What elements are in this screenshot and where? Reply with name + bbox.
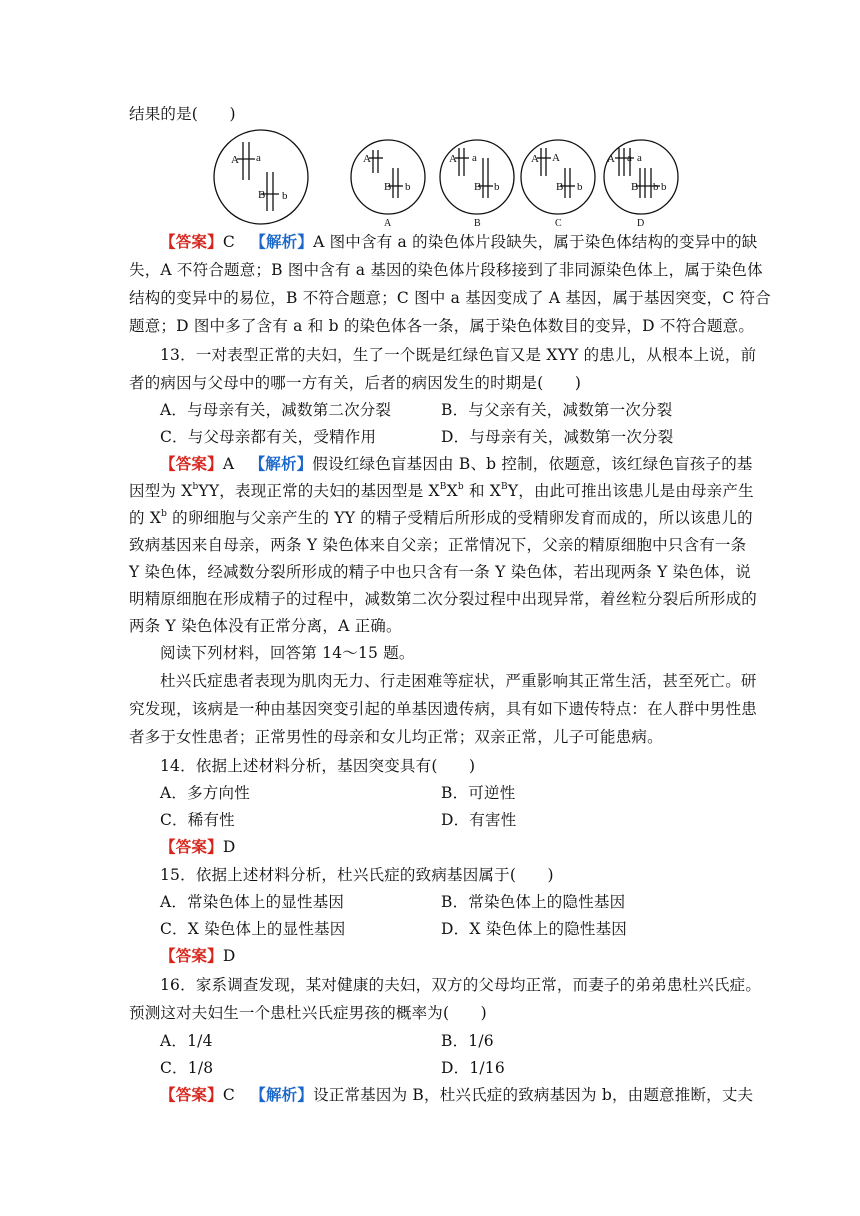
q12-analysis-line: 结构的变异中的易位，B 不符合题意；C 图中 a 基因变成了 A 基因，属于基因突变，C 符合 (129, 289, 771, 307)
q13-option-a: A．与母亲有关，减数第二次分裂 (160, 401, 392, 419)
q13-answer-line (160, 454, 753, 474)
q15-option-c: C．X 染色体上的显性基因 (160, 920, 346, 938)
label-b: b (661, 181, 667, 193)
material-paragraph: 杜兴氏症患者表现为肌肉无力、行走困难等症状，严重影响其正常生活，甚至死亡。研 (160, 672, 757, 690)
label-A: A (449, 153, 457, 165)
q15-option-d: D．X 染色体上的隐性基因 (441, 920, 627, 938)
caption-D: D (637, 218, 645, 229)
q16-stem: 预测这对夫妇生一个患杜兴氏症男孩的概率为( ) (129, 1004, 487, 1022)
q15-stem: 15．依据上述材料分析，杜兴氏症的致病基因属于( ) (160, 866, 554, 884)
label-B: B (258, 189, 266, 201)
q13-analysis-line: 假设红绿色盲基因由 B、b 控制，依题意，该红绿色盲孩子的基 (312, 455, 753, 473)
q13-option-b: B．与父亲有关，减数第一次分裂 (441, 401, 673, 419)
q12-answer-value: C (222, 233, 235, 251)
q13-analysis-line: 两条 Y 染色体没有正常分离，A 正确。 (129, 617, 402, 635)
q14-answer-value: D (222, 838, 236, 856)
q13-answer-value: A (222, 455, 235, 473)
q15-answer-value: D (222, 947, 236, 965)
q16-option-d: D．1/16 (441, 1059, 505, 1077)
label-a: a (637, 152, 642, 164)
label-b: b (653, 181, 659, 193)
q12-analysis-line: 题意；D 图中多了含有 a 和 b 的染色体各一条，属于染色体数目的变异，D 不符合题意。 (129, 317, 755, 335)
q16-stem: 16．家系调查发现，某对健康的夫妇，双方的父母均正常，而妻子的弟弟患杜兴氏症。 (160, 976, 762, 994)
q16-analysis-line: 设正常基因为 B，杜兴氏症的致病基因为 b，由题意推断，丈夫 (313, 1086, 754, 1104)
label-A: A (552, 152, 560, 164)
q15-answer-line (160, 946, 235, 966)
caption-B: B (474, 218, 481, 229)
material-paragraph: 者多于女性患者；正常男性的母亲和女儿均正常；双亲正常，儿子可能患病。 (129, 728, 663, 746)
label-b: b (405, 181, 411, 193)
q14-option-d: D．有害性 (441, 811, 517, 829)
label-B: B (474, 181, 482, 193)
q12-answer-line (160, 232, 758, 252)
answer-label: 【答案】 (160, 454, 223, 473)
answer-label: 【答案】 (160, 232, 223, 251)
label-A: A (231, 154, 239, 166)
cell-A-circle (351, 140, 425, 214)
q16-answer-line (160, 1085, 753, 1105)
q15-option-b: B．常染色体上的隐性基因 (441, 893, 626, 911)
q13-analysis-line: 的 $X^b$ 的卵细胞与父亲产生的 YY 的精子受精后所形成的受精卵发育而成的，所以该患儿的 (129, 509, 753, 527)
original-cell-circle (214, 130, 308, 224)
label-A: A (363, 153, 371, 165)
q16-answer-value: C (222, 1086, 235, 1104)
q14-option-a: A．多方向性 (160, 784, 250, 802)
question-12-tail: 结果的是( ) (129, 105, 236, 123)
analysis-label: 【解析】 (250, 232, 314, 251)
label-b: b (282, 190, 288, 202)
q12-analysis-line: A 图中含有 a 的染色体片段缺失，属于染色体结构的变异中的缺 (313, 233, 758, 251)
q13-option-d: D．与母亲有关，减数第一次分裂 (441, 428, 674, 446)
analysis-label: 【解析】 (249, 454, 313, 473)
answer-label: 【答案】 (160, 837, 223, 856)
q14-stem: 14．依据上述材料分析，基因突变具有( ) (160, 757, 476, 775)
material-intro: 阅读下列材料，回答第 14～15 题。 (160, 644, 415, 662)
label-b: b (494, 181, 500, 193)
q16-option-a: A．1/4 (160, 1032, 213, 1050)
q13-analysis-line: 因型为 $X^bYY$，表现正常的夫妇的基因型是 $X^BX^b$ 和 $X^BY$，由此可推出该患儿是由母亲产生 (129, 482, 754, 500)
label-a: a (627, 152, 632, 164)
q13-analysis-line: 明精原细胞在形成精子的过程中，减数第二次分裂过程中出现异常，着丝粒分裂后所形成的 (129, 590, 758, 608)
label-B: B (556, 181, 564, 193)
q14-answer-line (160, 837, 235, 857)
q14-option-c: C．稀有性 (160, 811, 235, 829)
q12-analysis-line: 失，A 不符合题意；B 图中含有 a 基因的染色体片段移接到了非同源染色体上，属于染色体 (129, 261, 763, 279)
q13-stem: 13．一对表型正常的夫妇，生了一个既是红绿色盲又是 XYY 的患儿，从根本上说，前 (160, 346, 757, 364)
q14-option-b: B．可逆性 (441, 784, 516, 802)
label-A: A (531, 153, 539, 165)
answer-label: 【答案】 (160, 946, 223, 965)
label-B: B (631, 181, 639, 193)
label-a: a (472, 152, 477, 164)
label-B: B (384, 181, 392, 193)
q13-stem: 者的病因与父母中的哪一方有关，后者的病因发生的时期是( ) (129, 374, 582, 392)
q15-option-a: A．常染色体上的显性基因 (160, 893, 345, 911)
q16-option-c: C．1/8 (160, 1059, 214, 1077)
cell-B-circle (440, 140, 514, 214)
analysis-label: 【解析】 (250, 1085, 314, 1104)
q16-option-b: B．1/6 (441, 1032, 494, 1050)
material-paragraph: 究发现，该病是一种由基因突变引起的单基因遗传病，具有如下遗传特点：在人群中男性患 (129, 700, 758, 718)
label-a: a (256, 152, 261, 164)
caption-C: C (555, 218, 562, 229)
answer-label: 【答案】 (160, 1085, 223, 1104)
q13-option-c: C．与父母亲都有关，受精作用 (160, 428, 377, 446)
q13-analysis-line: Y 染色体，经减数分裂所形成的精子中也只含有一条 Y 染色体，若出现两条 Y 染色体，说 (129, 563, 752, 581)
caption-A: A (384, 218, 392, 229)
label-b: b (577, 181, 583, 193)
q13-analysis-line: 致病基因来自母亲，两条 Y 染色体来自父亲；正常情况下，父亲的精原细胞中只含有一条 (129, 536, 747, 554)
label-A: A (607, 153, 615, 165)
